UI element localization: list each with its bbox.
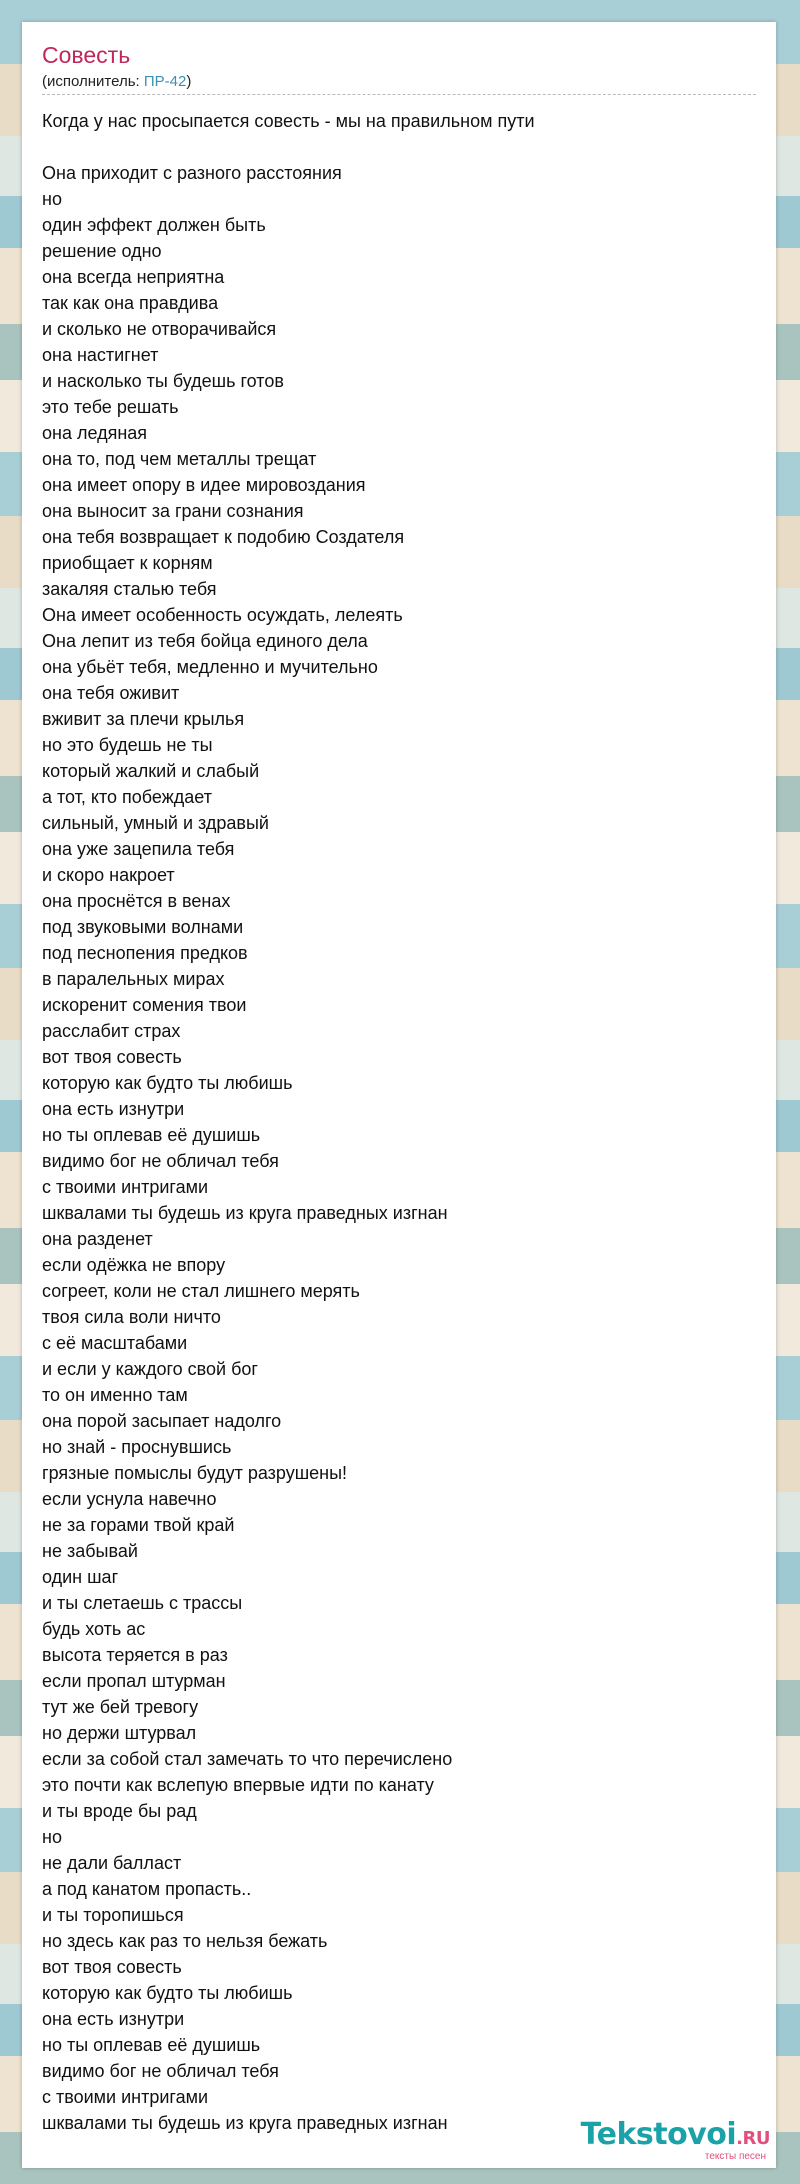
lyric-line: она разденет: [42, 1229, 153, 1249]
lyric-line: с твоими интригами: [42, 2087, 209, 2107]
lyric-line: которую как будто ты любишь: [42, 1983, 293, 2003]
site-logo[interactable]: [580, 2117, 770, 2162]
lyric-line: под песнопения предков: [42, 943, 248, 963]
lyric-line: и если у каждого свой бог: [42, 1359, 258, 1379]
lyric-line: и сколько не отворачивайся: [42, 319, 277, 339]
lyric-line: и скоро накроет: [42, 865, 175, 885]
lyric-line: если одёжка не впору: [42, 1255, 226, 1275]
lyric-line: так как она правдива: [42, 293, 219, 313]
lyric-line: но ты оплевав её душишь: [42, 1125, 261, 1145]
lyric-line: видимо бог не обличал тебя: [42, 1151, 279, 1171]
lyric-line: под звуковыми волнами: [42, 917, 244, 937]
lyric-line: будь хоть ас: [42, 1619, 146, 1639]
performer-prefix: (исполнитель:: [42, 72, 144, 90]
lyric-line: она тебя возвращает к подобию Создателя: [42, 527, 405, 547]
lyric-line: она всегда неприятна: [42, 267, 225, 287]
lyrics-text: [42, 108, 762, 2136]
lyric-line: шквалами ты будешь из круга праведных изгнан: [42, 2113, 448, 2133]
performer-suffix: ): [186, 72, 192, 90]
lyric-line: она то, под чем металлы трещат: [42, 449, 317, 469]
logo-tagline: тексты песен: [704, 2151, 766, 2162]
lyric-line: она проснётся в венах: [42, 891, 231, 911]
lyric-line: и ты слетаешь с трассы: [42, 1593, 243, 1613]
lyric-line: она есть изнутри: [42, 1099, 185, 1119]
lyric-line: она настигнет: [42, 345, 159, 365]
lyric-line: она уже зацепила тебя: [42, 839, 235, 859]
lyric-line: если пропал штурман: [42, 1671, 226, 1691]
lyric-line: она имеет опору в идее мировоздания: [42, 475, 366, 495]
lyric-line: она порой засыпает надолго: [42, 1411, 282, 1431]
lyric-line: один эффект должен быть: [42, 215, 266, 235]
lyric-line: а тот, кто побеждает: [42, 787, 212, 807]
lyric-line: это тебе решать: [42, 397, 179, 417]
lyric-line: приобщает к корням: [42, 553, 213, 573]
lyric-line: и насколько ты будешь готов: [42, 371, 284, 391]
lyric-line: сильный, умный и здравый: [42, 813, 269, 833]
lyric-line: шквалами ты будешь из круга праведных изгнан: [42, 1203, 448, 1223]
lyric-line: если за собой стал замечать то что перечислено: [42, 1749, 453, 1769]
lyric-line: если уснула навечно: [42, 1489, 217, 1509]
lyric-line: она тебя оживит: [42, 683, 180, 703]
lyric-line: решение одно: [42, 241, 162, 261]
lyric-line: твоя сила воли ничто: [42, 1307, 221, 1327]
lyric-line: тут же бей тревогу: [42, 1697, 199, 1717]
lyric-line: видимо бог не обличал тебя: [42, 2061, 279, 2081]
lyric-line: Она имеет особенность осуждать, лелеять: [42, 605, 403, 625]
lyric-line: вот твоя совесть: [42, 1047, 182, 1067]
lyric-line: грязные помыслы будут разрушены!: [42, 1463, 348, 1483]
lyric-line: она ледяная: [42, 423, 148, 443]
logo-wordmark: [580, 2117, 770, 2152]
performer-line: [42, 72, 756, 95]
lyric-line: которую как будто ты любишь: [42, 1073, 293, 1093]
lyric-line: это почти как вслепую впервые идти по канату: [42, 1775, 434, 1795]
lyric-line: который жалкий и слабый: [42, 761, 260, 781]
lyric-line: но знай - проснувшись: [42, 1437, 232, 1457]
lyric-line: не дали балласт: [42, 1853, 182, 1873]
lyric-line: [42, 134, 762, 160]
logo-brand: Tekstovoi: [580, 2117, 737, 2152]
song-title: Совесть: [42, 42, 131, 68]
lyric-line: расслабит страх: [42, 1021, 181, 1041]
lyric-line: но это будешь не ты: [42, 735, 213, 755]
lyric-line: Она приходит с разного расстояния: [42, 163, 342, 183]
lyric-line: она убьёт тебя, медленно и мучительно: [42, 657, 378, 677]
lyric-line: и ты торопишься: [42, 1905, 184, 1925]
lyric-line: вживит за плечи крылья: [42, 709, 245, 729]
lyric-line: и ты вроде бы рад: [42, 1801, 197, 1821]
lyric-line: в паралельных мирах: [42, 969, 225, 989]
logo-tld: .RU: [736, 2128, 770, 2149]
lyric-line: с её масштабами: [42, 1333, 188, 1353]
lyric-line: а под канатом пропасть..: [42, 1879, 252, 1899]
lyric-line: искоренит сомения твои: [42, 995, 247, 1015]
lyric-line: она выносит за грани сознания: [42, 501, 304, 521]
lyric-line: Она лепит из тебя бойца единого дела: [42, 631, 368, 651]
lyric-line: но ты оплевав её душишь: [42, 2035, 261, 2055]
lyric-line: закаляя сталью тебя: [42, 579, 217, 599]
performer-link[interactable]: ПР-42: [143, 72, 187, 90]
lyric-line: то он именно там: [42, 1385, 188, 1405]
lyric-line: но держи штурвал: [42, 1723, 197, 1743]
lyric-line: но здесь как раз то нельзя бежать: [42, 1931, 328, 1951]
lyrics-card: [22, 22, 776, 2168]
song-header: [42, 42, 756, 95]
lyric-line: высота теряется в раз: [42, 1645, 228, 1665]
lyric-line: она есть изнутри: [42, 2009, 185, 2029]
lyric-line: Когда у нас просыпается совесть - мы на правильном пути: [42, 111, 535, 131]
lyric-line: один шаг: [42, 1567, 119, 1587]
lyric-line: вот твоя совесть: [42, 1957, 182, 1977]
lyric-line: не за горами твой край: [42, 1515, 235, 1535]
lyric-line: но: [42, 189, 62, 209]
lyric-line: согреет, коли не стал лишнего мерять: [42, 1281, 360, 1301]
lyric-line: но: [42, 1827, 62, 1847]
lyric-line: не забывай: [42, 1541, 138, 1561]
lyric-line: с твоими интригами: [42, 1177, 209, 1197]
